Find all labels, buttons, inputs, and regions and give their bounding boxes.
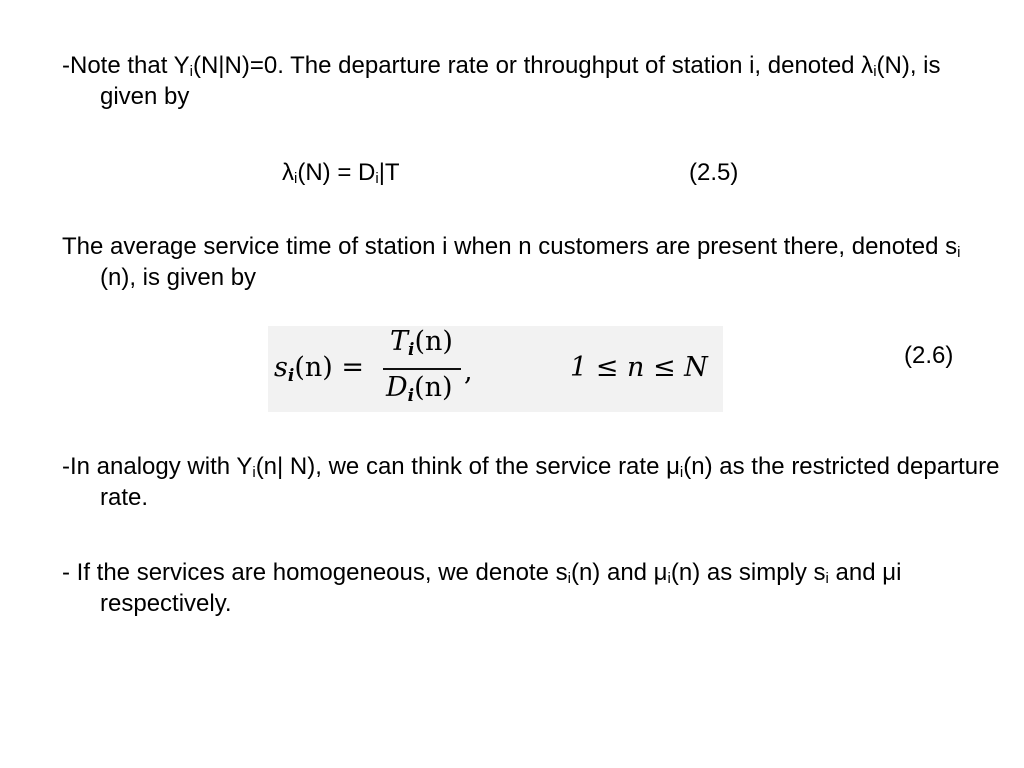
subscript: i: [408, 340, 415, 360]
subscript: i: [825, 570, 829, 587]
subscript: i: [252, 464, 256, 481]
subscript: i: [189, 63, 193, 80]
subscript: i: [873, 63, 877, 80]
paragraph-analogy: [62, 451, 1000, 513]
text: - If the services are homogeneous, we denote s: [62, 559, 568, 586]
equation-2-6-image: [268, 326, 723, 412]
text: -Note that Y: [62, 52, 190, 79]
text: (n| N), we can think of the service rate μ: [255, 453, 680, 480]
subscript: i: [679, 464, 684, 481]
text: and μi respectively.: [100, 559, 902, 617]
text: (n): [414, 326, 453, 357]
subscript: i: [957, 244, 961, 261]
formula-comma: ,: [464, 356, 473, 387]
paragraph-homogeneous-services: [62, 557, 1000, 619]
equation-number-2-5: (2.5): [689, 159, 739, 186]
text: (N) = D: [297, 159, 376, 186]
text: (n) as the restricted departure rate.: [100, 453, 1000, 511]
paragraph-average-service-time: [62, 231, 1000, 293]
subscript: i: [407, 386, 415, 406]
fraction-bar: [383, 368, 461, 370]
subscript: i: [375, 170, 379, 187]
formula-denominator: [386, 372, 453, 406]
text: (n) =: [294, 352, 364, 383]
text: (n): [414, 372, 453, 403]
text: (n) as simply s: [670, 559, 826, 586]
text: D: [386, 372, 408, 403]
text: (N), is given by: [100, 52, 941, 110]
formula-numerator: [390, 326, 453, 360]
formula-lhs: [274, 352, 364, 386]
text: T: [390, 326, 409, 357]
paragraph-note-departure-rate: [62, 50, 1000, 112]
equation-number-2-6: (2.6): [904, 342, 954, 369]
text: λ: [282, 159, 294, 186]
text: (N|N)=0. The departure rate or throughput of station i, denoted λ: [192, 52, 874, 79]
subscript: i: [667, 570, 671, 587]
subscript: i: [567, 570, 571, 587]
equation-2-5: [282, 157, 400, 188]
text: The average service time of station i when n customers are present there, denoted s: [62, 233, 958, 260]
subscript: i: [294, 170, 298, 187]
text: (n) and μ: [570, 559, 668, 586]
formula-range: 1 ≤ n ≤ N: [570, 352, 708, 383]
subscript: i: [287, 366, 295, 386]
text: s: [274, 352, 288, 383]
text: -In analogy with Y: [62, 453, 253, 480]
text: |T: [378, 159, 400, 186]
text: (n), is given by: [100, 264, 257, 291]
